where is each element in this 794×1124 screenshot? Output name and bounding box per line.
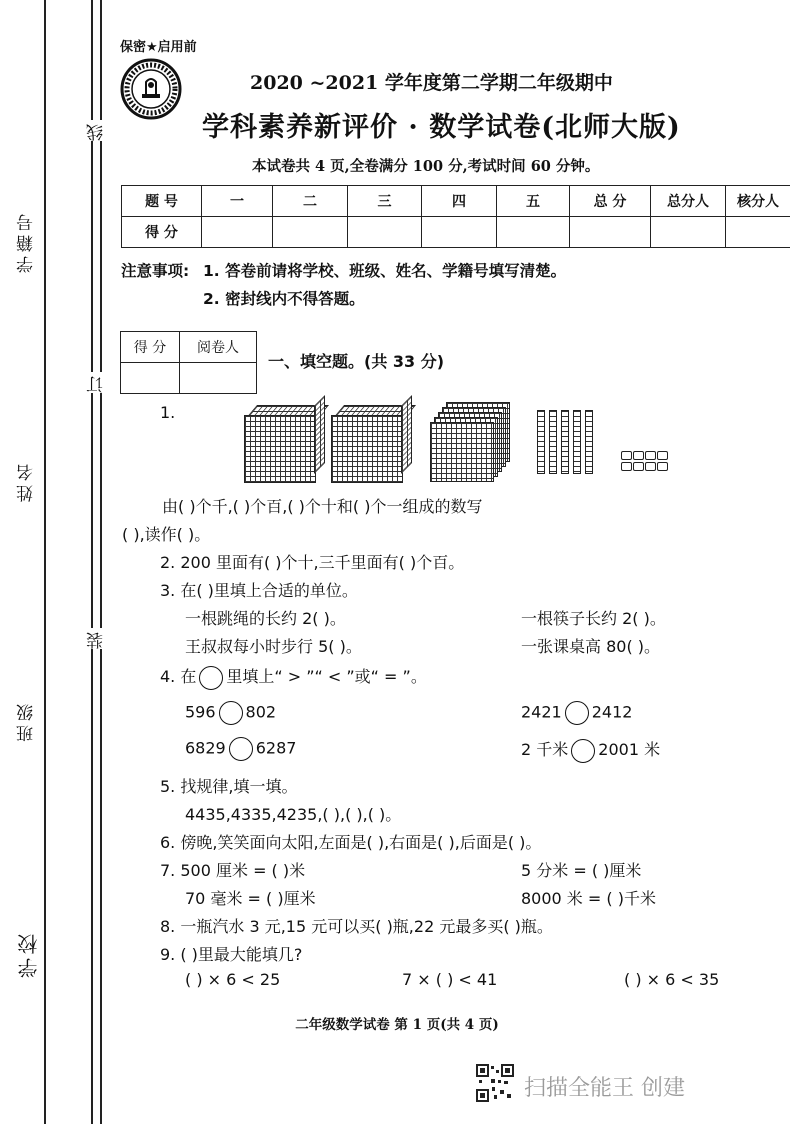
scanner-watermark: 扫描全能王 创建	[524, 1076, 685, 1101]
score-cell[interactable]	[202, 217, 273, 248]
q5: 5. 找规律,填一填。	[160, 777, 298, 796]
section1-title: 一、填空题。(共 33 分)	[268, 352, 445, 371]
grader-score-label: 得 分	[121, 332, 180, 363]
q4-c-right: 6287	[255, 738, 297, 758]
q4-c-left: 6829	[185, 738, 226, 758]
score-col-4: 四	[422, 186, 497, 217]
q9-b: 7 × ( ) < 41	[402, 970, 498, 989]
page-footer: 二年级数学试卷 第 1 页(共 4 页)	[295, 1017, 499, 1033]
q4-suffix: 里填上“ > ”“ < ”或“ = ”。	[226, 667, 427, 686]
ten-rod	[549, 410, 557, 474]
answer-circle[interactable]	[565, 701, 589, 725]
score-cell[interactable]	[422, 217, 497, 248]
unit-cube	[657, 462, 668, 471]
unit-cube	[645, 462, 656, 471]
thousand-cube	[331, 415, 403, 483]
ten-rod	[537, 410, 545, 474]
score-table-header-row	[122, 186, 791, 217]
qr-code-icon	[476, 1064, 514, 1102]
binding-line-outer	[44, 0, 46, 1124]
answer-circle[interactable]	[219, 701, 243, 725]
q1-number: 1.	[160, 403, 176, 422]
thousand-cube-side	[314, 395, 325, 474]
answer-circle[interactable]	[229, 737, 253, 761]
score-col-checker: 核分人	[726, 186, 791, 217]
q3-b: 一根筷子长约 2( )。	[521, 609, 666, 628]
score-col-total: 总 分	[570, 186, 651, 217]
q4-a-left: 596	[185, 702, 216, 722]
score-row-label: 得 分	[122, 217, 202, 248]
margin-ding: 订	[84, 372, 109, 393]
score-cell[interactable]	[273, 217, 348, 248]
q4-prefix: 4. 在	[160, 667, 197, 686]
q4-c	[185, 737, 296, 761]
title-line1: 2020 ~2021 学年度第二学期二年级期中	[250, 72, 613, 94]
q1-line2: ( ),读作( )。	[122, 525, 211, 544]
compare-circle-icon	[199, 666, 223, 690]
margin-xuexiao-label: 学校	[17, 930, 41, 978]
q9-a: ( ) × 6 < 25	[185, 970, 281, 989]
grader-score-cell[interactable]	[121, 363, 180, 394]
grader-name-cell[interactable]	[180, 363, 257, 394]
q4-a-right: 802	[245, 702, 277, 722]
grader-table	[120, 331, 257, 394]
binding-line-dashed	[100, 0, 102, 1124]
score-cell[interactable]	[497, 217, 570, 248]
grader-name-label: 阅卷人	[180, 332, 257, 363]
unit-cube	[621, 451, 632, 460]
confidential-label: 保密★启用前	[120, 40, 197, 55]
q4-d-left: 2 千米	[521, 740, 569, 759]
q4-a	[185, 701, 276, 725]
score-cell[interactable]	[726, 217, 791, 248]
q2: 2. 200 里面有( )个十,三千里面有( )个百。	[160, 553, 465, 572]
title-line2: 学科素养新评价 · 数学试卷(北师大版)	[202, 112, 681, 143]
score-cell[interactable]	[651, 217, 726, 248]
q4-b-right: 2412	[591, 702, 633, 722]
q4-b-left: 2421	[521, 702, 562, 722]
q7-b: 5 分米 = ( )厘米	[521, 861, 642, 880]
answer-circle[interactable]	[571, 739, 595, 763]
q9: 9. ( )里最大能填几?	[160, 945, 303, 964]
ten-rod	[585, 410, 593, 474]
score-col-totaler: 总分人	[651, 186, 726, 217]
notes-item2: 2. 密封线内不得答题。	[203, 290, 365, 308]
q5-sequence: 4435,4335,4235,( ),( ),( )。	[185, 805, 402, 824]
thousand-cube	[244, 415, 316, 483]
q3-d: 一张课桌高 80( )。	[521, 637, 661, 656]
q8: 8. 一瓶汽水 3 元,15 元可以买( )瓶,22 元最多买( )瓶。	[160, 917, 553, 936]
ten-rod	[573, 410, 581, 474]
unit-cube	[633, 462, 644, 471]
ten-rod	[561, 410, 569, 474]
score-col-label: 题 号	[122, 186, 202, 217]
thousand-cube-side	[401, 395, 412, 474]
score-cell[interactable]	[570, 217, 651, 248]
margin-zhuang: 装	[84, 628, 109, 649]
unit-cube	[645, 451, 656, 460]
margin-banji-label: 班级	[17, 700, 37, 742]
notes-label: 注意事项:	[121, 262, 190, 280]
q6: 6. 傍晚,笑笑面向太阳,左面是( ),右面是( ),后面是( )。	[160, 833, 542, 852]
unit-cube	[621, 462, 632, 471]
score-col-2: 二	[273, 186, 348, 217]
school-seal-logo	[120, 58, 182, 120]
score-col-3: 三	[348, 186, 422, 217]
q7-c: 70 毫米 = ( )厘米	[185, 889, 316, 908]
notes-item1: 1. 答卷前请将学校、班级、姓名、学籍号填写清楚。	[203, 262, 567, 280]
q3: 3. 在( )里填上合适的单位。	[160, 581, 358, 600]
q4	[160, 664, 427, 690]
score-cell[interactable]	[348, 217, 422, 248]
score-table	[121, 185, 790, 248]
score-table-score-row	[122, 217, 791, 248]
binding-line-inner	[91, 0, 93, 1124]
q4-d-right: 2001 米	[598, 740, 661, 759]
exam-info: 本试卷共 4 页,全卷满分 100 分,考试时间 60 分钟。	[252, 158, 600, 175]
q4-d	[521, 737, 660, 763]
q7-d: 8000 米 = ( )千米	[521, 889, 656, 908]
q3-c: 王叔叔每小时步行 5( )。	[185, 637, 362, 656]
unit-cube	[633, 451, 644, 460]
q7-a: 7. 500 厘米 = ( )米	[160, 861, 306, 880]
score-col-5: 五	[497, 186, 570, 217]
q4-b	[521, 701, 632, 725]
margin-xueji-label: 学籍号	[17, 210, 37, 273]
margin-xingming-label: 姓名	[17, 460, 37, 502]
hundred-flat	[430, 422, 494, 482]
unit-cube	[657, 451, 668, 460]
q9-c: ( ) × 6 < 35	[624, 970, 720, 989]
q3-a: 一根跳绳的长约 2( )。	[185, 609, 346, 628]
score-col-1: 一	[202, 186, 273, 217]
margin-xian: 线	[84, 120, 109, 141]
q1-line1: 由( )个千,( )个百,( )个十和( )个一组成的数写	[162, 497, 483, 516]
